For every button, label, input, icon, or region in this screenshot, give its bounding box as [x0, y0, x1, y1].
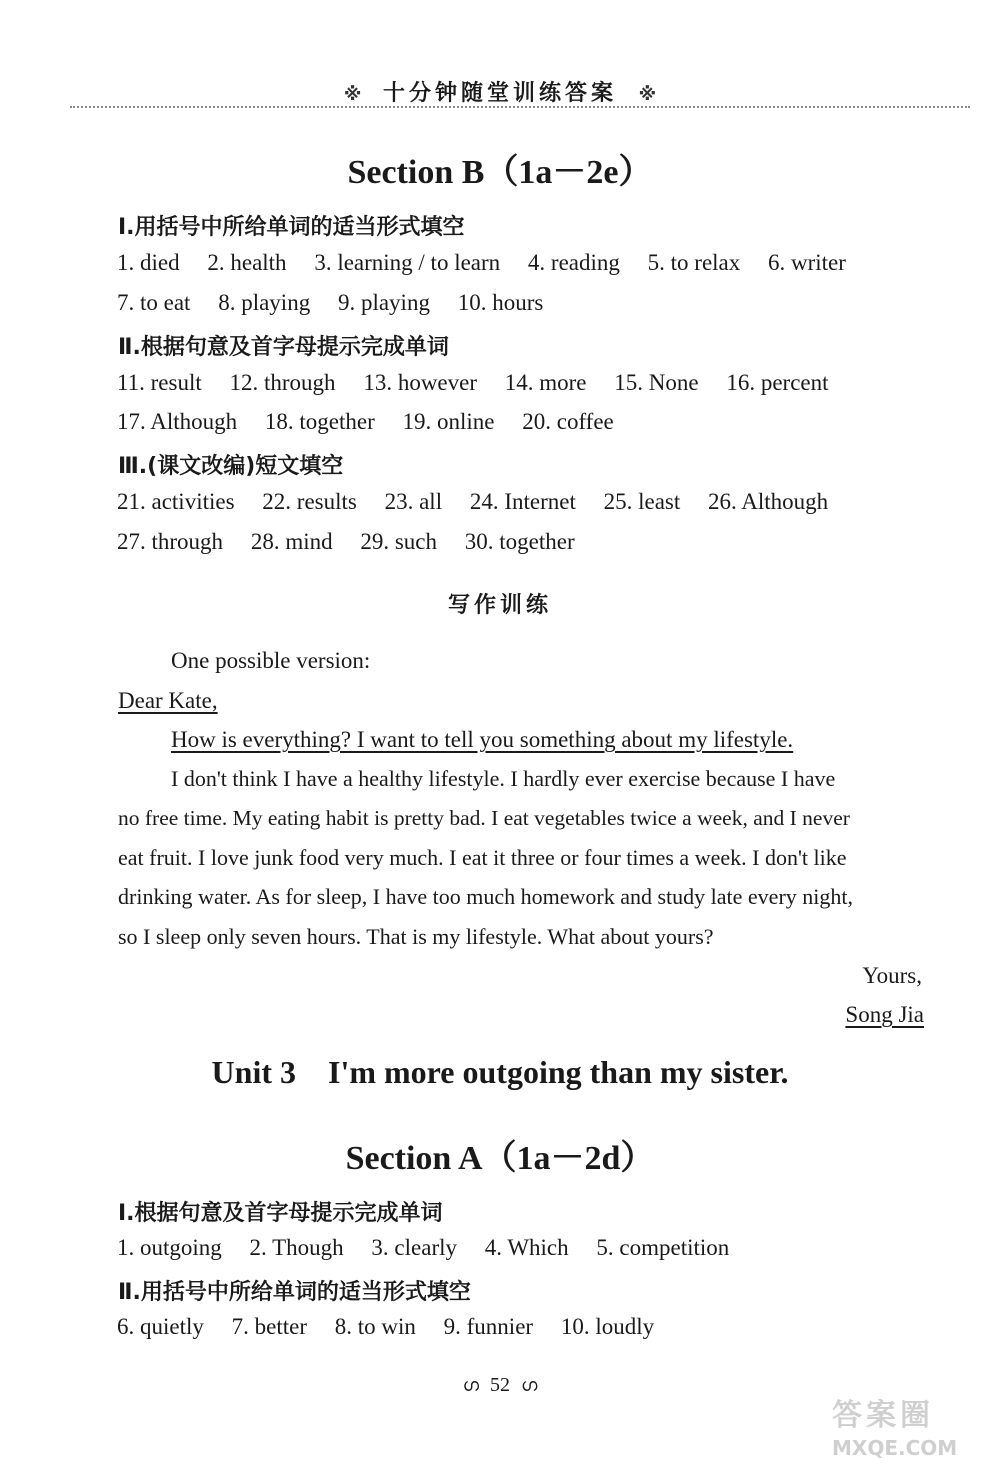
answer-item: 10. hours [457, 290, 544, 315]
answer-item: 9. playing [337, 290, 430, 315]
answer-item: 3. clearly [371, 1235, 457, 1260]
answer-item: 7. better [231, 1314, 307, 1339]
answer-item: 22. results [262, 489, 357, 514]
section-a-title: Section A（1a－2d） [345, 1140, 655, 1177]
section-a-part1-heading: Ⅰ.根据句意及首字母提示完成单词 [118, 1201, 443, 1226]
page-number-text: 52 [490, 1374, 510, 1396]
letter-line: I don't think I have a healthy lifestyle. I hardly ever exercise because I have [171, 766, 836, 791]
answer-row [117, 1235, 751, 1261]
section-b-part2-heading: Ⅱ.根据句意及首字母提示完成单词 [118, 335, 449, 360]
answer-item: 14. more [504, 370, 587, 395]
watermark-bottom-text: MXQE.COM [832, 1436, 958, 1460]
answer-item: 2. health [207, 250, 287, 275]
ornament-icon: ※ [638, 84, 657, 105]
answer-item: 26. Although [708, 489, 829, 514]
answer-item: 21. activities [117, 489, 235, 514]
answer-item: 5. competition [596, 1235, 730, 1260]
answer-row [117, 489, 850, 515]
answer-item: 6. writer [768, 250, 846, 275]
header-divider [70, 106, 970, 108]
writing-intro: One possible version: [171, 648, 371, 673]
answer-item: 11. result [117, 370, 202, 395]
letter-greeting: Dear Kate, [118, 688, 218, 713]
answer-item: 4. reading [527, 250, 620, 275]
letter-closing: Yours, [862, 963, 922, 988]
answer-row [117, 529, 597, 555]
answer-item: 29. such [360, 529, 438, 554]
letter-signature: Song Jia [845, 1002, 924, 1027]
answer-item: 7. to eat [117, 290, 191, 315]
letter-line: drinking water. As for sleep, I have too much homework and study late every night, [118, 884, 853, 909]
header-title: 十分钟随堂训练答案 [382, 81, 617, 106]
unit3-title: Unit 3 I'm more outgoing than my sister. [211, 1054, 789, 1090]
answer-item: 12. through [229, 370, 336, 395]
answer-item: 24. Internet [469, 489, 576, 514]
answer-item: 2. Though [249, 1235, 344, 1260]
answer-item: 1. outgoing [117, 1235, 222, 1260]
writing-title: 写作训练 [447, 593, 552, 618]
letter-line: How is everything? I want to tell you something about my lifestyle. [171, 727, 794, 752]
answer-item: 3. learning / to learn [314, 250, 501, 275]
answer-item: 23. all [384, 489, 443, 514]
watermark-top-text: 答案圈 [832, 1398, 934, 1433]
section-b-part1-heading: Ⅰ.用括号中所给单词的适当形式填空 [118, 215, 465, 240]
answer-item: 13. however [363, 370, 477, 395]
letter-line: eat fruit. I love junk food very much. I eat it three or four times a week. I don't like [118, 845, 847, 870]
answer-item: 10. loudly [560, 1314, 655, 1339]
answer-item: 8. to win [334, 1314, 416, 1339]
answer-item: 6. quietly [117, 1314, 204, 1339]
answer-item: 5. to relax [647, 250, 741, 275]
answer-item: 4. Which [484, 1235, 569, 1260]
swirl-icon: ഗ [462, 1375, 479, 1395]
answer-row [117, 250, 868, 276]
answer-row [117, 370, 851, 396]
answer-row [117, 1314, 676, 1340]
answer-item: 18. together [264, 409, 375, 434]
watermark-logo [832, 1390, 982, 1460]
letter-line: no free time. My eating habit is pretty bad. I eat vegetables twice a week, and I never [118, 806, 850, 830]
answer-item: 28. mind [250, 529, 333, 554]
answer-row [117, 409, 636, 435]
answer-item: 19. online [402, 409, 495, 434]
answer-item: 16. percent [726, 370, 829, 395]
answer-item: 1. died [117, 250, 180, 275]
ornament-icon: ※ [343, 84, 362, 105]
section-b-part3-heading: Ⅲ.(课文改编)短文填空 [118, 454, 344, 479]
answer-item: 15. None [614, 370, 699, 395]
section-b-title: Section B（1a－2e） [347, 154, 653, 191]
answer-item: 9. funnier [443, 1314, 534, 1339]
answer-item: 8. playing [218, 290, 311, 315]
swirl-icon: ഗ [521, 1375, 538, 1395]
section-a-part2-heading: Ⅱ.用括号中所给单词的适当形式填空 [118, 1280, 471, 1305]
page-header [0, 76, 1000, 107]
answer-item: 20. coffee [522, 409, 614, 434]
answer-row [117, 290, 565, 316]
letter-line: so I sleep only seven hours. That is my lifestyle. What about yours? [118, 924, 714, 949]
answer-item: 30. together [464, 529, 575, 554]
answer-item: 27. through [117, 529, 224, 554]
answer-item: 25. least [603, 489, 681, 514]
answer-item: 17. Although [117, 409, 238, 434]
